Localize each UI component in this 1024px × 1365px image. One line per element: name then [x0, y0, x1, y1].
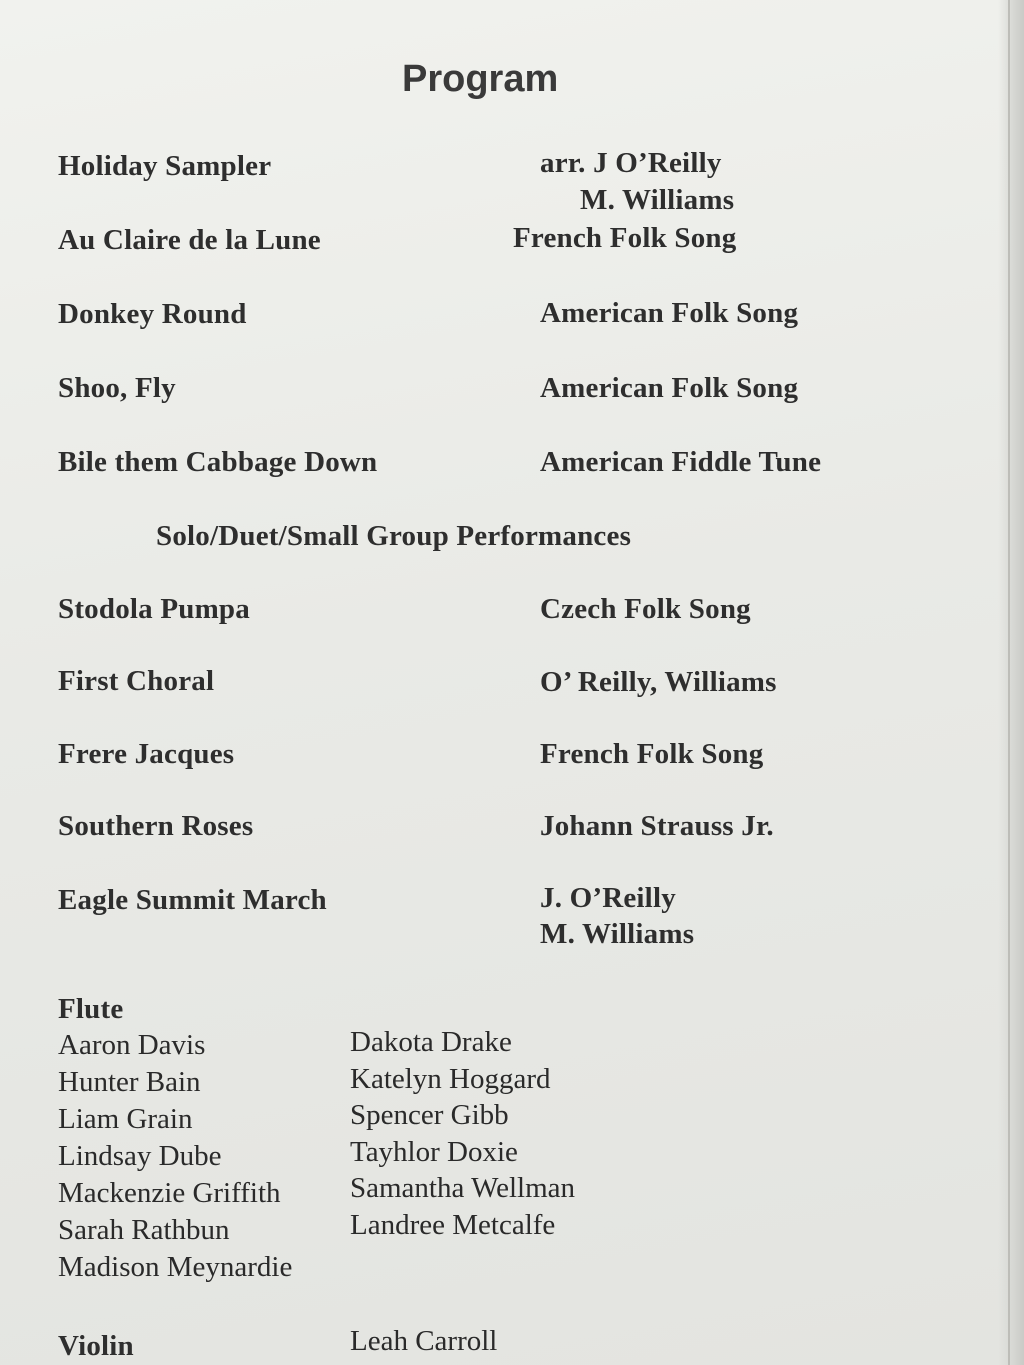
member-name: Mackenzie Griffith: [58, 1177, 281, 1209]
program-item-piece: Shoo, Fly: [58, 372, 176, 404]
member-name: Sarah Rathbun: [58, 1214, 230, 1246]
program-item-piece: Bile them Cabbage Down: [58, 446, 378, 478]
program-item-piece: Eagle Summit March: [58, 884, 327, 916]
member-name: Madison Meynardie: [58, 1251, 293, 1283]
member-name: Leah Carroll: [350, 1325, 498, 1357]
page-title: Program: [402, 58, 559, 100]
section-label-flute: Flute: [58, 993, 124, 1025]
program-item-piece: Holiday Sampler: [58, 150, 272, 182]
member-name: Dakota Drake: [350, 1026, 512, 1058]
section-heading: Solo/Duet/Small Group Performances: [156, 520, 632, 552]
program-item-composer: Johann Strauss Jr.: [540, 810, 774, 842]
page-edge-shadow: [998, 0, 1024, 1365]
member-name: Landree Metcalfe: [350, 1209, 556, 1241]
member-name: Samantha Wellman: [350, 1172, 576, 1204]
program-item-composer: French Folk Song: [513, 222, 737, 254]
member-name: Aaron Davis: [58, 1029, 206, 1061]
member-name: Hunter Bain: [58, 1066, 201, 1098]
program-item-composer: American Folk Song: [540, 372, 799, 404]
program-item-piece: Frere Jacques: [58, 738, 235, 770]
program-item-piece: Au Claire de la Lune: [58, 224, 321, 256]
program-item-composer: American Fiddle Tune: [540, 446, 822, 478]
member-name: Tayhlor Doxie: [350, 1136, 518, 1168]
program-item-composer: M. Williams: [540, 918, 695, 950]
program-item-piece: Stodola Pumpa: [58, 593, 250, 625]
member-name: Lindsay Dube: [58, 1140, 222, 1172]
program-item-piece: Donkey Round: [58, 298, 247, 330]
program-item-composer: M. Williams: [580, 184, 735, 216]
program-item-composer: J. O’Reilly: [540, 882, 676, 914]
program-item-composer: O’ Reilly, Williams: [540, 666, 777, 698]
section-label-violin: Violin: [58, 1330, 134, 1362]
program-item-piece: Southern Roses: [58, 810, 254, 842]
program-item-composer: French Folk Song: [540, 738, 764, 770]
member-name: Katelyn Hoggard: [350, 1063, 551, 1095]
member-name: Liam Grain: [58, 1103, 193, 1135]
program-item-composer: American Folk Song: [540, 297, 799, 329]
program-item-composer: Czech Folk Song: [540, 593, 751, 625]
program-item-piece: First Choral: [58, 665, 215, 697]
member-name: Spencer Gibb: [350, 1099, 509, 1131]
program-item-composer: arr. J O’Reilly: [540, 147, 722, 179]
